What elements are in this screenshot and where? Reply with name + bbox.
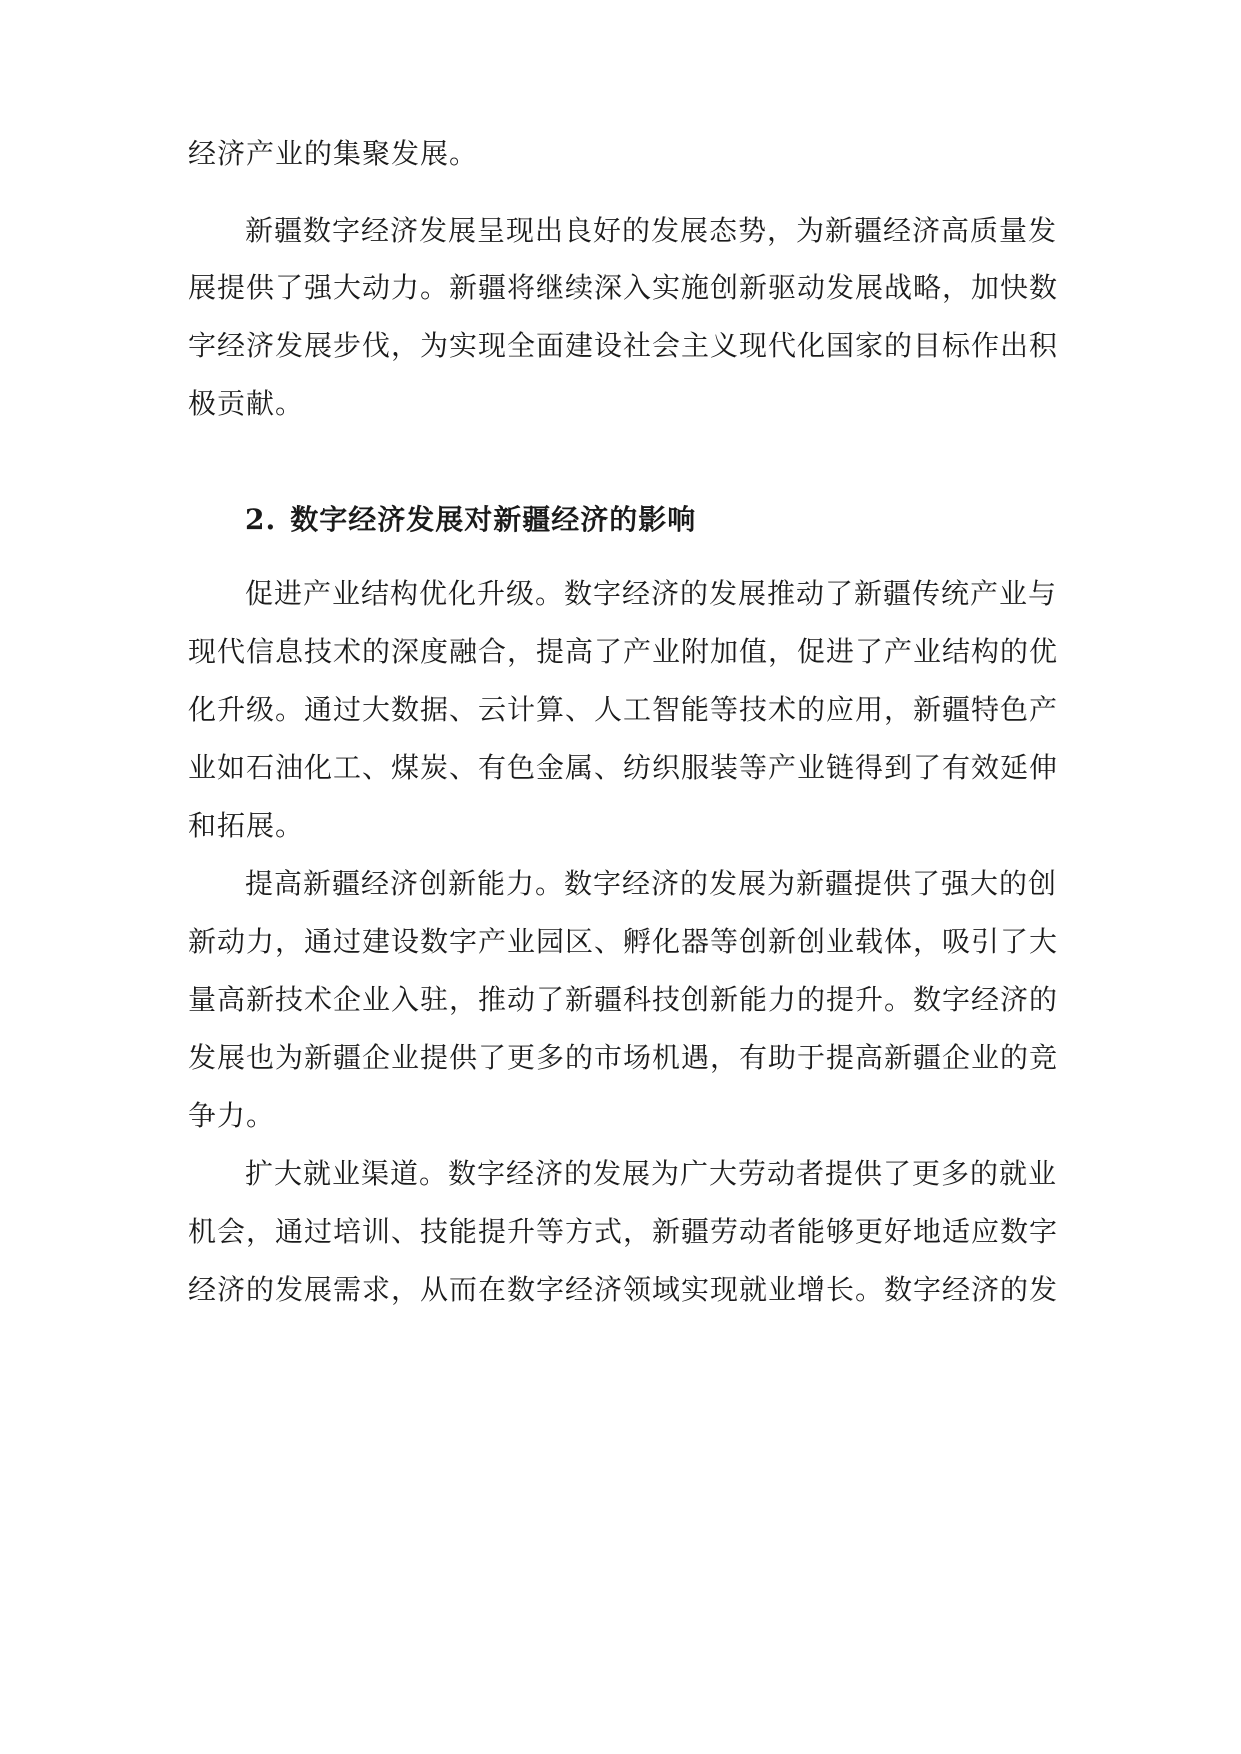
paragraph-line: 化升级。通过大数据、云计算、人工智能等技术的应用，新疆特色产	[188, 693, 1059, 726]
paragraph-line: 扩大就业渠道。数字经济的发展为广大劳动者提供了更多的就业	[245, 1157, 1058, 1190]
paragraph-line: 和拓展。	[188, 809, 305, 842]
paragraph-line: 新动力，通过建设数字产业园区、孵化器等创新创业载体，吸引了大	[188, 925, 1059, 958]
paragraph-line: 字经济发展步伐，为实现全面建设社会主义现代化国家的目标作出积	[188, 329, 1059, 362]
section-heading	[245, 500, 696, 540]
paragraph-line: 现代信息技术的深度融合，提高了产业附加值，促进了产业结构的优	[188, 635, 1059, 668]
paragraph-line: 发展也为新疆企业提供了更多的市场机遇，有助于提高新疆企业的竞	[188, 1041, 1059, 1074]
paragraph-line: 量高新技术企业入驻，推动了新疆科技创新能力的提升。数字经济的	[188, 983, 1059, 1016]
paragraph-line: 促进产业结构优化升级。数字经济的发展推动了新疆传统产业与	[245, 577, 1058, 610]
paragraph-line: 业如石油化工、煤炭、有色金属、纺织服装等产业链得到了有效延伸	[188, 751, 1059, 784]
paragraph-line: 提高新疆经济创新能力。数字经济的发展为新疆提供了强大的创	[245, 867, 1058, 900]
section-title: 数字经济发展对新疆经济的影响	[290, 503, 697, 536]
section-number: 2.	[245, 503, 277, 536]
paragraph-line: 经济产业的集聚发展。	[188, 137, 479, 170]
paragraph-line: 机会，通过培训、技能提升等方式，新疆劳动者能够更好地适应数字	[188, 1215, 1059, 1248]
paragraph-line: 争力。	[188, 1099, 276, 1132]
paragraph-line: 新疆数字经济发展呈现出良好的发展态势，为新疆经济高质量发	[245, 214, 1058, 247]
paragraph-line: 极贡献。	[188, 387, 305, 420]
paragraph-line: 展提供了强大动力。新疆将继续深入实施创新驱动发展战略，加快数	[188, 271, 1059, 304]
paragraph-line: 经济的发展需求，从而在数字经济领域实现就业增长。数字经济的发	[188, 1273, 1059, 1306]
